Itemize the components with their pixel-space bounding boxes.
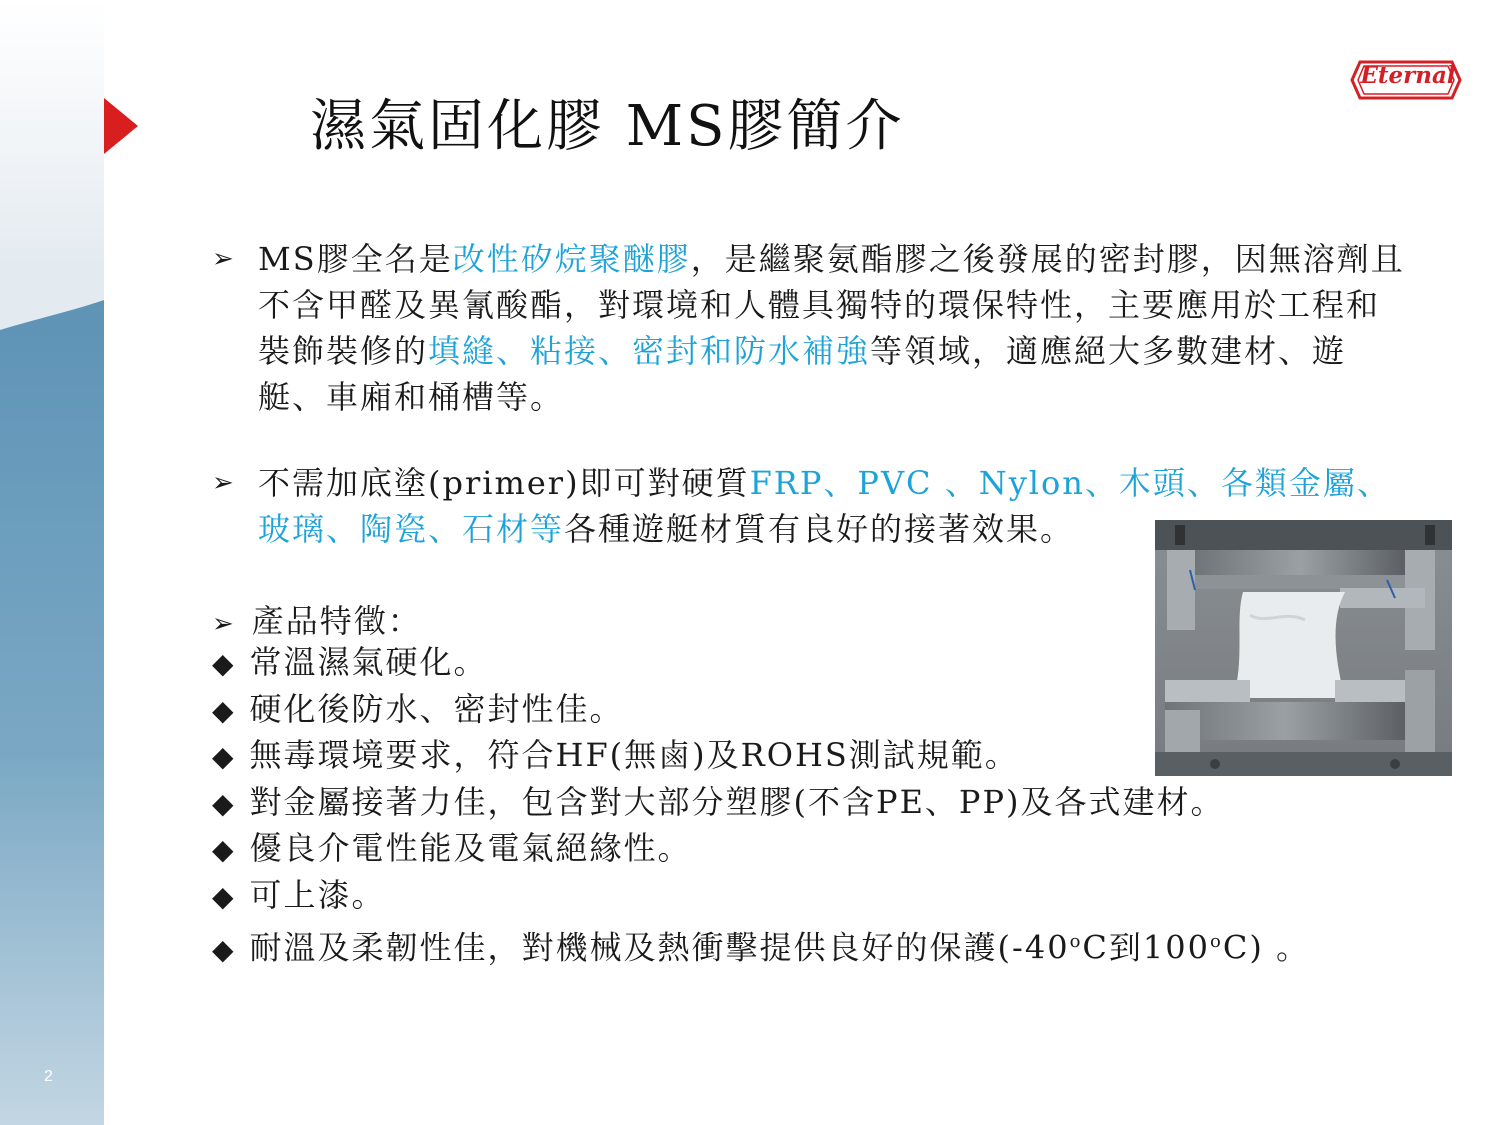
diamond-bullet-icon: ◆ (212, 932, 236, 966)
primer-text-2: 各種遊艇材質有良好的接著效果。 (564, 510, 1075, 548)
feature-item-temperature: ◆ 耐溫及柔韌性佳，對機械及熱衝擊提供良好的保護(-40$^o$C到100$^o$C) 。 (212, 928, 1310, 967)
side-wave-graphic (0, 0, 104, 1125)
intro-highlight-2: 填縫、粘接、密封和防水補強 (428, 332, 871, 370)
diamond-bullet-icon: ◆ (212, 740, 236, 773)
features-heading-text: 產品特徵： (251, 602, 422, 640)
feature-item: ◆ 硬化後防水、密封性佳。 (212, 689, 624, 728)
intro-text-3: 等領域，適應絕大多數建材、遊艇、車廂和桶槽等。 (258, 332, 1347, 416)
feature-item: ◆ 可上漆。 (212, 875, 386, 914)
diamond-bullet-icon: ◆ (212, 879, 236, 913)
feature-item: ◆ 優良介電性能及電氣絕緣性。 (212, 829, 692, 867)
slide-title: 濕氣固化膠 MS膠簡介 (310, 94, 905, 159)
slide-number: 2 (44, 1068, 53, 1085)
arrow-bullet-icon: ➢ (212, 609, 236, 639)
features-heading (212, 596, 422, 642)
arrow-bullet-icon: ➢ (212, 244, 236, 274)
logo-wordmark: Eternal (1360, 62, 1456, 89)
primer-highlight: FRP、PVC 、Nylon、木頭、各類金屬、玻璃、陶瓷、石材等 (258, 464, 1391, 548)
tensile-test-photo (1155, 520, 1452, 776)
diamond-bullet-icon: ◆ (212, 786, 236, 820)
intro-text-1: MS膠全名是 (258, 240, 453, 278)
feature-item: ◆ 常溫濕氣硬化。 (212, 643, 488, 681)
features-list (212, 640, 1310, 972)
diamond-bullet-icon: ◆ (212, 693, 236, 727)
intro-paragraph (212, 236, 1412, 420)
arrow-bullet-icon: ➢ (212, 468, 236, 498)
title-marker-triangle (104, 98, 138, 154)
diamond-bullet-icon: ◆ (212, 833, 236, 866)
intro-highlight-1: 改性矽烷聚醚膠 (452, 240, 691, 278)
diamond-bullet-icon: ◆ (212, 647, 236, 680)
primer-text-1: 不需加底塗(primer)即可對硬質 (258, 464, 750, 502)
intro-text-2: ，是繼聚氨酯膠之後發展的密封膠，因無溶劑且不含甲醛及異氰酸酯，對環境和人體具獨特的環保特性，主要應用於工程和裝飾裝修的 (258, 240, 1405, 370)
feature-item: ◆ 無毒環境要求，符合HF(無鹵)及ROHS測試規範。 (212, 736, 1019, 774)
side-decoration-panel (0, 0, 104, 1125)
feature-item: ◆ 對金屬接著力佳，包含對大部分塑膠(不含PE、PP)及各式建材。 (212, 782, 1225, 821)
